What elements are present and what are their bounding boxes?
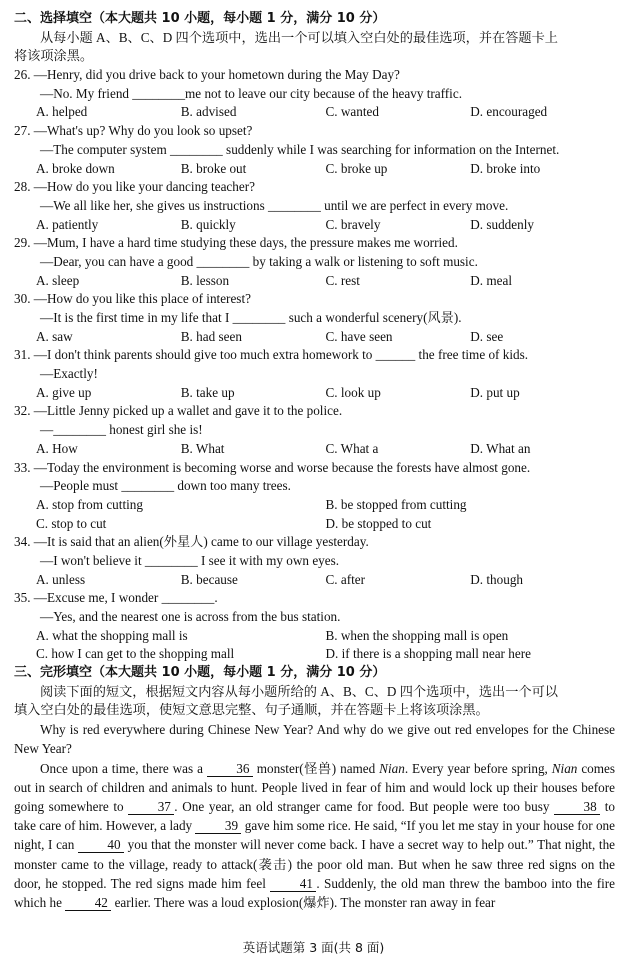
- option-d: D. if there is a shopping mall near here: [325, 646, 531, 662]
- option-d: D. encouraged: [470, 104, 548, 120]
- blank-38: 38: [554, 799, 600, 815]
- option-b: B. What: [180, 440, 225, 456]
- option-a: A. saw: [36, 328, 73, 344]
- question-26-options: [14, 103, 615, 122]
- question-30: 30. —How do you like this place of interest?: [14, 291, 251, 307]
- option-c: C. have seen: [325, 328, 393, 344]
- question-27: 27. —What's up? Why do you look so upset?: [14, 123, 253, 139]
- option-a: A. what the shopping mall is: [36, 627, 188, 643]
- question-33-reply: —People must ________ down too many trees.: [40, 478, 291, 494]
- question-26-reply: —No. My friend ________me not to leave our city because of the heavy traffic.: [40, 85, 462, 101]
- question-33: 33. —Today the environment is becoming worse and worse because the forests have almost gone.: [14, 459, 531, 475]
- question-34-reply: —I won't believe it ________ I see it with my own eyes.: [40, 552, 340, 568]
- question-28-options: [14, 216, 615, 235]
- option-c: C. wanted: [325, 104, 379, 120]
- option-d: D. put up: [470, 384, 520, 400]
- blank-42: 42: [65, 895, 111, 911]
- question-29-reply: —Dear, you can have a good ________ by taking a walk or listening to soft music.: [40, 253, 478, 269]
- option-c: C. look up: [325, 384, 381, 400]
- question-27-reply: —The computer system ________ suddenly while I was searching for information on the Internet.: [40, 141, 560, 157]
- question-31-options: [14, 384, 615, 403]
- section-3-instructions-cont: 填入空白处的最佳选项，使短文意思完整、句子通顺，并在答题卡上将该项涂黑。: [14, 702, 489, 718]
- question-35-reply: —Yes, and the nearest one is across from the bus station.: [40, 609, 341, 624]
- option-d: D. though: [470, 571, 523, 587]
- question-35: 35. —Excuse me, I wonder ________.: [14, 590, 218, 606]
- question-26: 26. —Henry, did you drive back to your hometown during the May Day?: [14, 67, 400, 83]
- blank-37: 37: [128, 799, 174, 815]
- question-32-reply: —________ honest girl she is!: [40, 422, 203, 438]
- blank-39: 39: [195, 818, 241, 834]
- option-b: B. because: [180, 571, 238, 587]
- option-d: D. be stopped to cut: [325, 515, 432, 531]
- option-b: B. when the shopping mall is open: [325, 627, 509, 643]
- option-a: A. unless: [36, 571, 86, 587]
- option-c: C. after: [325, 571, 366, 587]
- blank-40: 40: [78, 837, 124, 853]
- question-31-reply: —Exactly!: [40, 366, 98, 382]
- question-28-reply: —We all like her, she gives us instructions ________ until we are perfect in every move.: [40, 197, 509, 213]
- question-34: 34. —It is said that an alien(外星人) came to our village yesterday.: [14, 534, 369, 550]
- question-32: 32. —Little Jenny picked up a wallet and gave it to the police.: [14, 403, 343, 419]
- option-a: A. give up: [36, 384, 92, 400]
- page-footer: 英语试题第 3 面(共 8 面): [242, 940, 385, 955]
- nian-name: Nian: [551, 760, 578, 776]
- option-d: D. see: [470, 328, 504, 344]
- option-b: B. had seen: [180, 328, 242, 344]
- question-33-options-row-1: [14, 496, 615, 515]
- question-33-options-row-2: [14, 515, 615, 534]
- option-a: A. sleep: [36, 272, 80, 288]
- question-28: 28. —How do you like your dancing teacher?: [14, 179, 255, 195]
- option-b: B. broke out: [180, 160, 247, 176]
- option-d: D. meal: [470, 272, 512, 288]
- option-a: A. helped: [36, 104, 88, 120]
- question-29-options: [14, 272, 615, 291]
- passage-body: Once upon a time, there was a 36 monster(怪兽) named Nian. Every year before spring, Nian comes out in search of children and animals to hunt. People lived in fear of him and would lock up their houses before going somewhere to 37 . One year, an old stranger came for food. But people were too busy 38 to take care of him. However, a lady 39 gave him some rice. He said, “If you let me stay in your house for one night, I can 40 you that the monster will never come back. I have a secret way to help out.” That night, the monster came to the village, ready to attack(袭击) the poor old man. But when he saw three red signs on the door, he stopped. The red signs made him feel 41 . Suddenly, the old man threw the bamboo into the fire which he 42 earlier. There was a loud explosion(爆炸). The monster ran away in fear: [14, 760, 616, 910]
- section-3-heading: 三、完形填空（本大题共 10 小题，每小题 1 分，满分 10 分）: [14, 665, 386, 681]
- section-2-heading: 二、选择填空（本大题共 10 小题，每小题 1 分，满分 10 分）: [14, 11, 386, 26]
- option-c: C. What a: [325, 440, 379, 456]
- option-c: C. broke up: [325, 160, 388, 176]
- option-a: A. broke down: [36, 160, 115, 176]
- passage-intro: Why is red everywhere during Chinese New Year? And why do we give out red envelopes for the Chinese New Year?: [14, 722, 615, 757]
- option-a: A. patiently: [36, 216, 99, 232]
- option-c: C. rest: [325, 272, 360, 288]
- option-c: C. how I can get to the shopping mall: [36, 646, 235, 662]
- question-32-options: [14, 440, 615, 459]
- question-31: 31. —I don't think parents should give too much extra homework to ______ the free time of kids.: [14, 347, 529, 363]
- option-a: A. stop from cutting: [36, 496, 143, 512]
- section-2-instructions: 从每小题 A、B、C、D 四个选项中，选出一个可以填入空白处的最佳选项，并在答题卡上: [40, 29, 558, 45]
- option-a: A. How: [36, 440, 78, 456]
- question-27-options: [14, 160, 615, 179]
- option-b: B. be stopped from cutting: [325, 496, 467, 512]
- option-b: B. lesson: [180, 272, 230, 288]
- question-35-options-row-2: [14, 645, 615, 664]
- nian-name: Nian: [379, 760, 405, 776]
- option-c: C. stop to cut: [36, 515, 107, 531]
- option-c: C. bravely: [325, 216, 381, 232]
- blank-36: 36: [207, 761, 253, 777]
- question-35-options-row-1: [14, 627, 615, 646]
- option-b: B. quickly: [180, 216, 236, 232]
- question-30-options: [14, 328, 615, 347]
- option-b: B. advised: [180, 104, 237, 120]
- option-d: D. broke into: [470, 160, 541, 176]
- option-b: B. take up: [180, 384, 235, 400]
- question-30-reply: —It is the first time in my life that I ________ such a wonderful scenery(风景).: [40, 310, 462, 325]
- section-3-instructions: 阅读下面的短文，根据短文内容从每小题所给的 A、B、C、D 四个选项中，选出一个可以: [40, 683, 558, 699]
- section-2-instructions-cont: 将该项涂黑。: [14, 48, 94, 64]
- option-d: D. suddenly: [470, 216, 534, 232]
- question-29: 29. —Mum, I have a hard time studying these days, the pressure makes me worried.: [14, 235, 458, 251]
- question-34-options: [14, 571, 615, 590]
- option-d: D. What an: [470, 440, 531, 456]
- blank-41: 41: [270, 876, 316, 892]
